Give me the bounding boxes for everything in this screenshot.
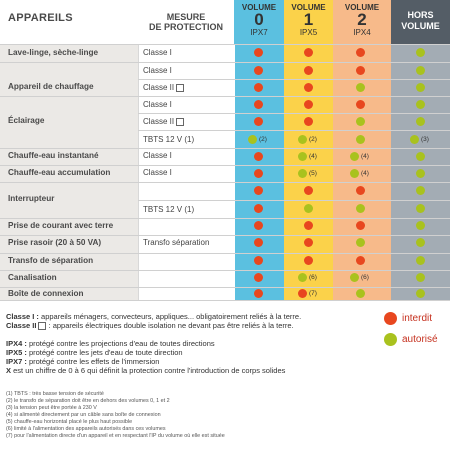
- status-dot-interdit: [254, 48, 263, 57]
- x-text: est un chiffre de 0 à 6 qui définit la protection contre l'introduction de corps solides: [13, 366, 286, 375]
- ipx5-text: protégé contre les jets d'eau de toute direction: [28, 348, 183, 357]
- row-divider: [0, 235, 450, 236]
- volume-1-number: 1: [303, 10, 314, 29]
- mesure-eclairage-1: Classe I: [143, 100, 172, 109]
- status-dot-interdit: [254, 100, 263, 109]
- row-label-lave-linge: Lave-linge, sèche-linge: [8, 48, 99, 57]
- status-dot-autorise: [416, 238, 425, 247]
- footnote-5: (5) chauffe-eau horizontal placé le plus haut possible: [6, 419, 133, 425]
- status-dot-autorise: [298, 169, 307, 178]
- mesure-chauffage-2: [143, 83, 184, 92]
- status-dot-interdit: [254, 256, 263, 265]
- row-divider: [138, 79, 450, 80]
- row-divider: [0, 253, 450, 254]
- status-dot-interdit: [356, 66, 365, 75]
- status-dot-interdit: [304, 100, 313, 109]
- status-dot-autorise: [298, 152, 307, 161]
- mesure-header: [138, 0, 234, 44]
- double-isolation-icon: [38, 322, 46, 330]
- status-dot-interdit: [254, 152, 263, 161]
- footnote-2: (2) le transfo de séparation doit être en dehors des volumes 0, 1 et 2: [6, 398, 170, 404]
- status-dot-autorise: [350, 273, 359, 282]
- status-dot-interdit: [356, 256, 365, 265]
- legend-green-dot: [384, 333, 397, 346]
- volume-2-header: [333, 0, 391, 44]
- ipx4-label: IPX4 :: [6, 339, 27, 348]
- status-dot-interdit: [254, 83, 263, 92]
- mesure-prise-rasoir: Transfo séparation: [143, 238, 210, 247]
- ipx4-explanation: [6, 339, 215, 348]
- row-label-canalisation: Canalisation: [8, 273, 57, 282]
- row-divider: [0, 44, 450, 45]
- volume-0-number: 0: [254, 10, 264, 29]
- row-divider: [0, 62, 450, 63]
- mesure-header-line1: MESURE: [166, 12, 206, 22]
- legend-autorise: autorisé: [402, 334, 438, 345]
- row-divider: [0, 96, 450, 97]
- status-dot-autorise: [416, 152, 425, 161]
- row-label-transfo: Transfo de séparation: [8, 256, 94, 265]
- legend-interdit: interdit: [402, 313, 433, 324]
- volume-0-ip: IPX7: [250, 28, 268, 37]
- row-label-interrupteur: Interrupteur: [8, 194, 55, 203]
- status-dot-autorise: [298, 135, 307, 144]
- row-label-prise-terre: Prise de courant avec terre: [8, 221, 114, 230]
- classe1-explanation: [6, 312, 301, 321]
- row-label-boite-connexion: Boîte de connexion: [8, 289, 84, 298]
- volume-0-header: [234, 0, 284, 44]
- status-dot-interdit: [254, 289, 263, 298]
- note-ref: (4): [361, 170, 369, 177]
- ipx5-label: IPX5 :: [6, 348, 27, 357]
- row-label-chauffe-eau-instantane: Chauffe-eau instantané: [8, 151, 99, 160]
- mesure-eclairage-2-text: Classe II: [143, 117, 175, 126]
- status-dot-interdit: [254, 117, 263, 126]
- legend-red-dot: [384, 312, 397, 325]
- status-dot-autorise: [356, 204, 365, 213]
- status-dot-interdit: [356, 100, 365, 109]
- mesure-header-line2: DE PROTECTION: [148, 22, 223, 32]
- status-dot-interdit: [304, 48, 313, 57]
- status-dot-autorise: [356, 83, 365, 92]
- status-dot-interdit: [356, 48, 365, 57]
- volume-0-column: [234, 0, 284, 300]
- status-dot-autorise: [356, 289, 365, 298]
- status-dot-interdit: [304, 66, 313, 75]
- hors-volume-line1: HORS: [407, 10, 434, 20]
- ipx7-label: IPX7 :: [6, 357, 27, 366]
- row-divider: [0, 165, 450, 166]
- note-ref: (4): [361, 153, 369, 160]
- status-dot-autorise: [416, 100, 425, 109]
- status-dot-interdit: [254, 186, 263, 195]
- ipx7-text: protégé contre les effets de l'immersion: [28, 357, 160, 366]
- footnote-4: (4) si alimenté directement par un câble sans boîte de connexion: [6, 412, 161, 418]
- row-label-chauffe-eau-accumulation: Chauffe-eau accumulation: [8, 168, 111, 177]
- volume-2-title: VOLUME: [344, 3, 380, 12]
- mesure-chauffe-eau-accumulation: Classe I: [143, 168, 172, 177]
- status-dot-autorise: [416, 83, 425, 92]
- row-label-prise-rasoir: Prise rasoir (20 à 50 VA): [8, 238, 102, 247]
- status-dot-autorise: [416, 221, 425, 230]
- status-dot-autorise: [416, 117, 425, 126]
- row-divider: [138, 130, 450, 131]
- volume-0-title: VOLUME: [241, 3, 277, 12]
- x-label: X: [6, 366, 12, 375]
- status-dot-interdit: [254, 169, 263, 178]
- status-dot-autorise: [350, 152, 359, 161]
- note-ref: (6): [361, 274, 369, 281]
- hors-volume-header: [391, 0, 450, 44]
- footnote-7: (7) pour l'alimentation directe d'un appareil et en respectant l'IP du volume où elle est située: [6, 433, 225, 439]
- x-explanation: [6, 366, 285, 375]
- mesure-chauffage-1: Classe I: [143, 66, 172, 75]
- row-divider: [0, 300, 450, 301]
- mesure-eclairage-2: [143, 117, 184, 126]
- status-dot-interdit: [304, 83, 313, 92]
- appareils-header: [0, 0, 138, 44]
- note-ref: (6): [309, 274, 317, 281]
- volume-1-ip: IPX5: [299, 28, 318, 37]
- volume-2-number: 2: [357, 10, 367, 29]
- hors-volume-column: [391, 0, 450, 300]
- status-dot-autorise: [416, 289, 425, 298]
- status-dot-interdit: [356, 186, 365, 195]
- classe1-label: Classe I :: [6, 312, 39, 321]
- note-ref: (2): [259, 136, 267, 143]
- row-divider: [0, 287, 450, 288]
- row-label-chauffage: Appareil de chauffage: [8, 82, 94, 91]
- status-dot-autorise: [298, 273, 307, 282]
- volume-2-ip: IPX4: [353, 28, 371, 37]
- ipx7-explanation: [6, 357, 159, 366]
- status-dot-autorise: [248, 135, 257, 144]
- status-dot-autorise: [416, 204, 425, 213]
- classe2-text: : appareils électriques double isolation ne devant pas être reliés à la terre.: [48, 321, 294, 330]
- status-dot-interdit: [304, 238, 313, 247]
- classe2-explanation: [6, 321, 294, 330]
- footnote-1: (1) TBTS : très basse tension de sécurité: [6, 391, 104, 397]
- mesure-eclairage-3: TBTS 12 V (1): [143, 135, 195, 144]
- status-dot-interdit: [298, 289, 307, 298]
- status-dot-autorise: [356, 117, 365, 126]
- mesure-lave-linge: Classe I: [143, 48, 172, 57]
- status-dot-interdit: [254, 66, 263, 75]
- footnote-6: (6) limité à l'alimentation des appareils autorisés dans ces volumes: [6, 426, 166, 432]
- status-dot-autorise: [356, 135, 365, 144]
- note-ref: (7): [309, 290, 317, 297]
- mesure-interrupteur: TBTS 12 V (1): [143, 205, 195, 214]
- ipx4-text: protégé contre les projections d'eau de toutes directions: [28, 339, 215, 348]
- status-dot-interdit: [254, 273, 263, 282]
- note-ref: (2): [309, 136, 317, 143]
- classe1-text: appareils ménagers, convecteurs, appliques... obligatoirement reliés à la terre.: [41, 312, 302, 321]
- status-dot-autorise: [416, 186, 425, 195]
- row-label-eclairage: Éclairage: [8, 116, 45, 125]
- note-ref: (5): [309, 170, 317, 177]
- status-dot-interdit: [356, 221, 365, 230]
- row-divider: [0, 148, 450, 149]
- ipx5-explanation: [6, 348, 183, 357]
- mesure-chauffage-2-text: Classe II: [143, 83, 175, 92]
- status-dot-autorise: [416, 169, 425, 178]
- row-divider: [138, 200, 450, 201]
- status-dot-autorise: [416, 66, 425, 75]
- note-ref: (4): [309, 153, 317, 160]
- status-dot-interdit: [254, 204, 263, 213]
- row-divider: [138, 113, 450, 114]
- status-dot-interdit: [254, 238, 263, 247]
- status-dot-interdit: [304, 186, 313, 195]
- mesure-chauffe-eau-instantane: Classe I: [143, 151, 172, 160]
- status-dot-autorise: [356, 238, 365, 247]
- volume-1-column: [284, 0, 333, 300]
- volume-2-column: [333, 0, 391, 300]
- volume-1-title: VOLUME: [291, 3, 326, 12]
- status-dot-interdit: [304, 256, 313, 265]
- classe2-label: Classe II: [6, 321, 37, 330]
- status-dot-interdit: [254, 221, 263, 230]
- status-dot-autorise: [416, 273, 425, 282]
- note-ref: (3): [421, 136, 429, 143]
- status-dot-autorise: [410, 135, 419, 144]
- status-dot-interdit: [304, 221, 313, 230]
- double-isolation-icon: [176, 118, 184, 126]
- row-divider: [0, 182, 450, 183]
- appareils-header-label: APPAREILS: [8, 12, 73, 24]
- status-dot-interdit: [304, 117, 313, 126]
- status-dot-autorise: [350, 169, 359, 178]
- status-dot-autorise: [416, 48, 425, 57]
- volume-1-header: [284, 0, 333, 44]
- footnote-3: (3) la tension peut être portée à 230 V: [6, 405, 97, 411]
- double-isolation-icon: [176, 84, 184, 92]
- row-divider: [0, 218, 450, 219]
- hors-volume-line2: VOLUME: [401, 21, 440, 31]
- row-divider: [0, 270, 450, 271]
- status-dot-autorise: [416, 256, 425, 265]
- status-dot-autorise: [304, 204, 313, 213]
